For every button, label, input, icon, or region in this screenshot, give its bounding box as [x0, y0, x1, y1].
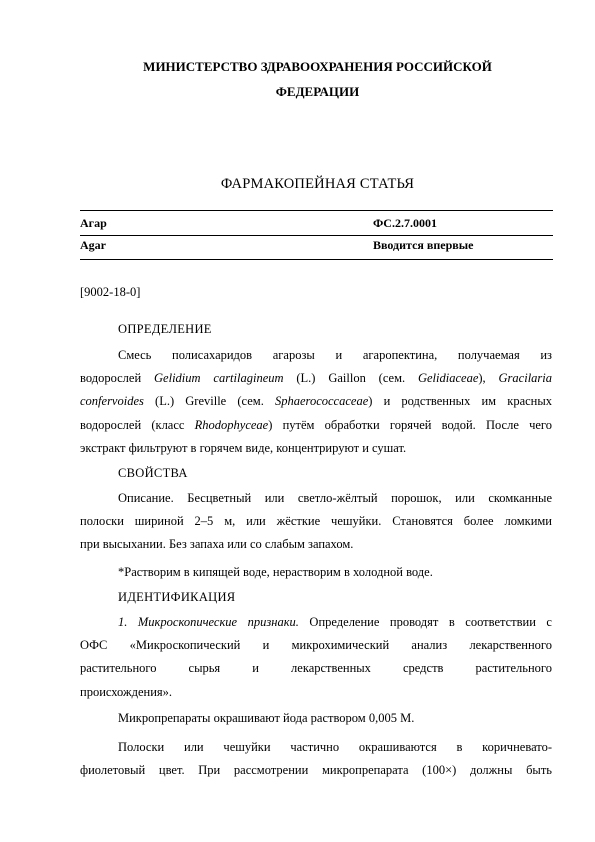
description-line-3: при высыхании. Без запаха или со слабым запахом.: [80, 537, 354, 552]
bottom-rule: [80, 259, 553, 260]
top-rule: [80, 210, 553, 211]
definition-line-2: водорослей Gelidium cartilagineum (L.) Gaillon (сем. Gelidiaceae), Gracilaria: [80, 371, 553, 386]
ministry-header: [80, 54, 555, 104]
definition-paragraph: [80, 344, 552, 460]
micro-prep-line: Микропрепараты окрашивают йода раствором 0,005 М.: [118, 711, 415, 725]
definition-line-3: confervoides (L.) Greville (сем. Sphaerococcaceae) и родственных им красных: [80, 394, 552, 409]
definition-line-1: Смесь полисахаридов агарозы и агаропектина, получаемая из: [118, 348, 552, 362]
status: Вводится впервые: [373, 238, 474, 252]
definition-line-5: экстракт фильтруют в горячем виде, концентрируют и сушат.: [80, 440, 407, 455]
identification-line-2: ОФС «Микроскопический и микрохимический анализ лекарственного: [80, 638, 552, 653]
cas-number: [9002-18-0]: [80, 285, 141, 299]
strips-line-1: Полоски или чешуйки частично окрашиваются в коричневато-: [118, 740, 552, 754]
strips-line-2: фиолетовый цвет. При рассмотрении микропрепарата (100×) должны быть: [80, 763, 552, 778]
definition-line-4: водорослей (класс Rhodophyceae) путём обработки горячей водой. После чего: [80, 417, 552, 432]
meta-row-1: [80, 216, 555, 234]
identification-line-4: происхождения».: [80, 684, 173, 699]
identification-line-3: растительного сырья и лекарственных средств растительного: [80, 661, 552, 676]
article-code: ФС.2.7.0001: [373, 216, 437, 230]
name-lat: Agar: [80, 238, 106, 252]
identification-paragraph: [80, 611, 552, 704]
ministry-line-1: МИНИСТЕРСТВО ЗДРАВООХРАНЕНИЯ РОССИЙСКОЙ: [143, 59, 492, 74]
section-properties-title: СВОЙСТВА: [118, 466, 188, 480]
description-line-1: Описание. Бесцветный или светло-жёлтый порошок, или скомканные: [118, 491, 552, 505]
strips-paragraph: [80, 736, 552, 782]
ministry-line-2: ФЕДЕРАЦИИ: [275, 84, 360, 99]
description-line-2: полоски шириной 2–5 м, или жёсткие чешуйки. Становятся более ломкими: [80, 514, 552, 529]
identification-line-1: 1. Микроскопические признаки. Определение проводят в соответствии с: [118, 615, 552, 629]
section-definition-title: ОПРЕДЕЛЕНИЕ: [118, 322, 212, 336]
meta-row-2: [80, 238, 555, 256]
middle-rule: [80, 235, 553, 236]
section-identification-title: ИДЕНТИФИКАЦИЯ: [118, 590, 236, 604]
description-paragraph: [80, 487, 552, 557]
name-ru: Агар: [80, 216, 107, 230]
solubility-line: *Растворим в кипящей воде, нерастворим в холодной воде.: [118, 565, 433, 579]
article-title: ФАРМАКОПЕЙНАЯ СТАТЬЯ: [220, 176, 415, 192]
